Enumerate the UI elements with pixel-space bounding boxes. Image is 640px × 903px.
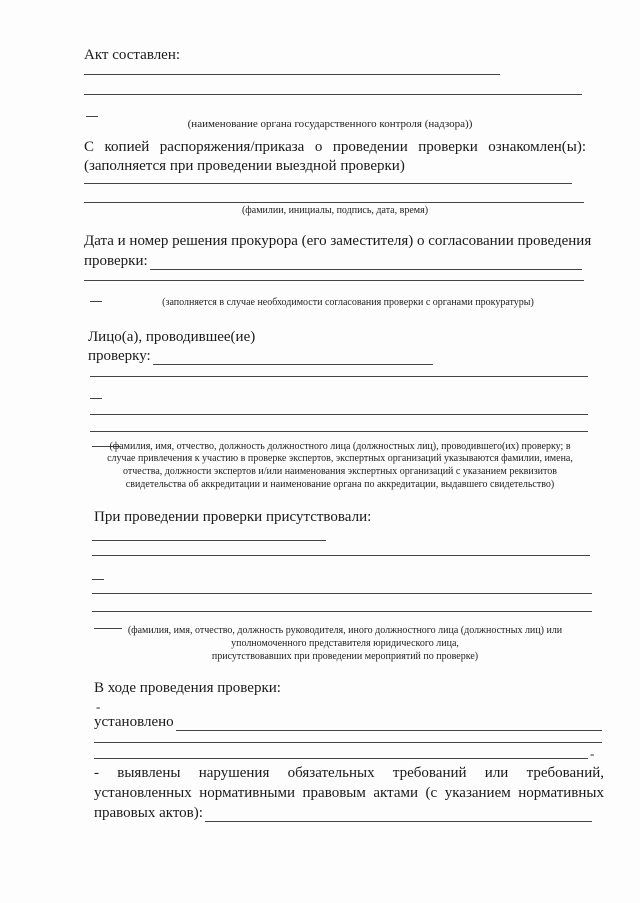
inspector-line-1: Лицо(а), проводившее(ие) <box>88 329 256 345</box>
present-heading: При проведении проверки присутствовали: <box>94 509 372 525</box>
blank-line <box>84 280 584 281</box>
inspector-caption-4: свидетельства об аккредитации и наименование органа по аккредитации, выдавшего свидетельство) <box>125 479 555 490</box>
inspector-line-2-row <box>88 347 433 365</box>
blank-line <box>205 807 592 822</box>
blank-line <box>150 255 582 270</box>
blank-line <box>94 758 588 759</box>
present-caption-3: присутствовавших при проведении мероприятий по проверке) <box>211 651 479 662</box>
prosecutor-line-2-row <box>84 252 582 270</box>
established-label: установлено <box>94 714 174 730</box>
blank-line-short <box>90 301 102 302</box>
blank-line <box>92 555 590 556</box>
trailing-dash: - <box>590 746 595 761</box>
act-heading: Акт составлен: <box>84 47 181 63</box>
blank-line <box>92 593 592 594</box>
copy-caption: (фамилии, инициалы, подпись, дата, время) <box>241 205 429 216</box>
course-dash: - <box>96 699 101 714</box>
blank-line <box>92 540 326 541</box>
blank-line <box>90 376 588 377</box>
course-heading: В ходе проведения проверки: <box>94 680 281 696</box>
present-caption-1: (фамилия, имя, отчество, должность руководителя, иного должностного лица (должностных лиц) или <box>127 625 563 636</box>
violations-line-3-row <box>94 804 592 822</box>
blank-line <box>92 611 592 612</box>
blank-line <box>84 202 584 203</box>
blank-line <box>84 74 500 75</box>
blank-line-short <box>90 398 102 399</box>
inspector-caption-2: случае привлечения к участию в проверке экспертов, экспертных организаций указываются фамилии, имена, <box>107 453 573 464</box>
blank-line <box>90 414 588 415</box>
copy-line-1: С копией распоряжения/приказа о проведении проверки ознакомлен(ы): <box>84 139 586 155</box>
blank-line <box>90 431 588 432</box>
inspector-line-2: проверку: <box>88 348 151 364</box>
blank-line <box>153 350 433 365</box>
blank-line <box>84 183 572 184</box>
blank-line-short <box>92 579 104 580</box>
prosecutor-caption: (заполняется в случае необходимости согласования проверки с органами прокуратуры) <box>162 297 534 308</box>
violations-line-3: правовых актов): <box>94 805 203 821</box>
present-caption-2: уполномоченного представителя юридического лица, <box>231 638 459 649</box>
prosecutor-line-1: Дата и номер решения прокурора (его заместителя) о согласовании проведения <box>84 233 592 249</box>
act-caption: (наименование органа государственного контроля (надзора)) <box>187 118 473 130</box>
inspector-caption-3: отчества, должности экспертов и/или наименования экспертных организаций с указанием реквизитов <box>123 466 557 477</box>
blank-line <box>84 94 582 95</box>
violations-line-1: - выявлены нарушения обязательных требований или требований, <box>94 765 604 781</box>
inspector-caption-1: (фамилия, имя, отчество, должность должностного лица (должностных лиц), проводившего(их) проверку; в <box>109 441 571 452</box>
prosecutor-line-2: проверки: <box>84 253 148 269</box>
blank-line-short <box>86 116 98 117</box>
violations-line-2: установленных нормативными правовым актами (с указанием нормативных <box>94 785 604 801</box>
copy-line-2: (заполняется при проведении выездной проверки) <box>84 158 405 174</box>
blank-line <box>94 742 602 743</box>
established-row <box>94 713 602 731</box>
blank-line <box>176 716 602 731</box>
